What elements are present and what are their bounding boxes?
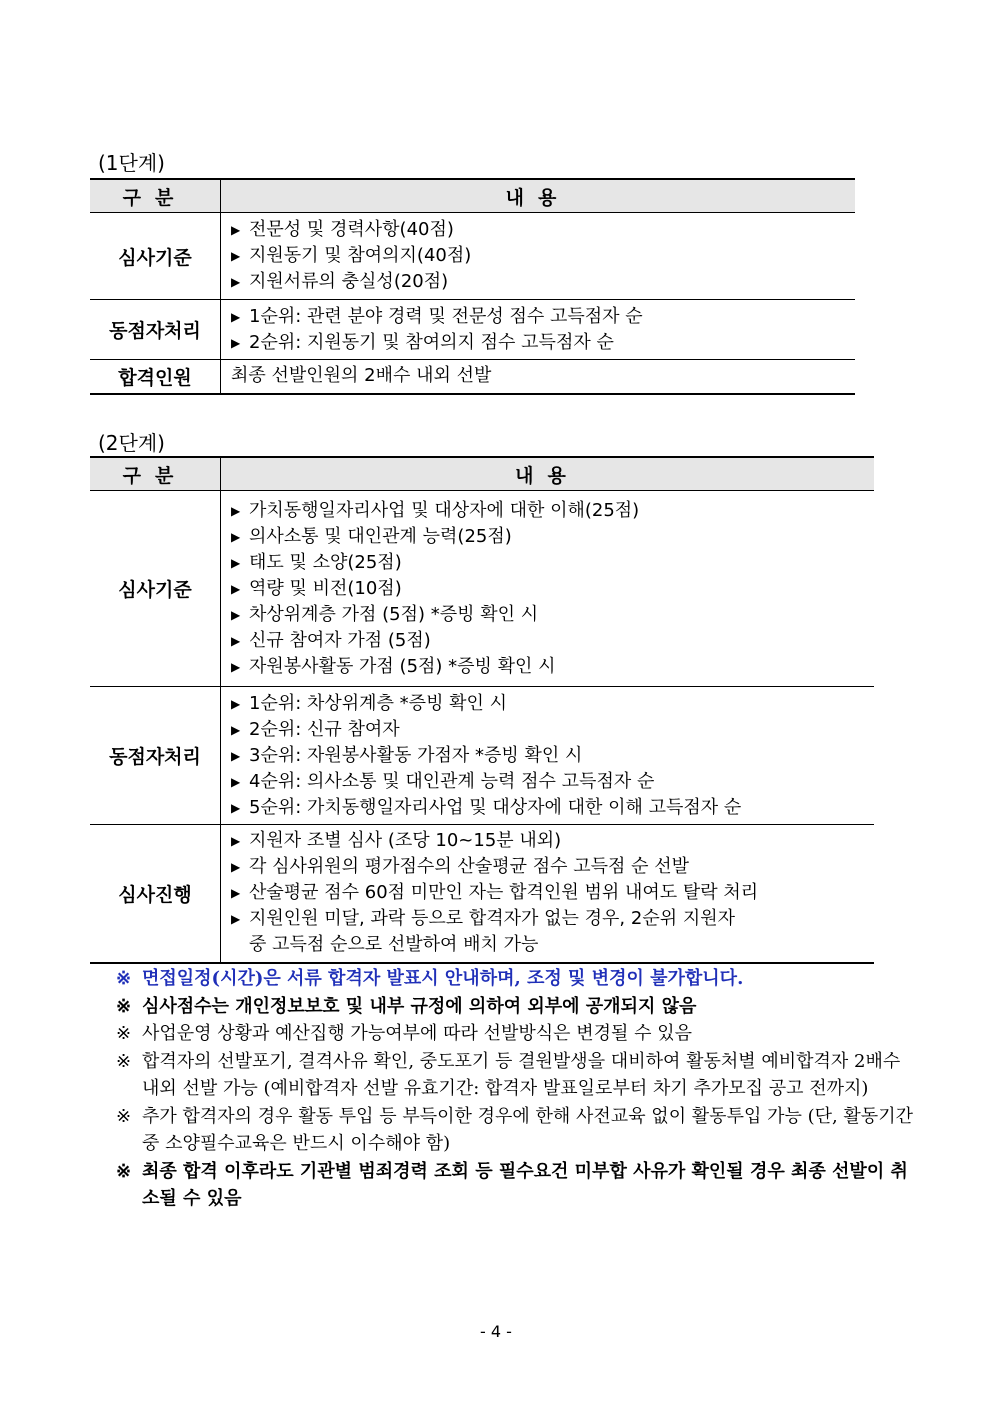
page-number: - 4 - — [480, 1322, 512, 1341]
list-item: 지원동기 및 참여의지(40점) — [249, 245, 472, 266]
list-item: 각 심사위원의 평가점수의 산술평균 점수 고득점 순 선발 — [249, 856, 689, 878]
table-row — [90, 300, 855, 360]
triangle-bullet-icon: ▶ — [231, 529, 241, 544]
stage1-table — [90, 178, 855, 395]
triangle-bullet-icon: ▶ — [231, 335, 241, 350]
table-header-row — [90, 179, 855, 213]
list-item: 2순위: 신규 참여자 — [249, 718, 400, 740]
list-item: 3순위: 자원봉사활동 가점자 *증빙 확인 시 — [249, 744, 583, 766]
triangle-bullet-icon: ▶ — [231, 659, 241, 674]
row-label: 합격인원 — [90, 360, 221, 394]
note-item — [116, 1158, 916, 1213]
row-content — [221, 825, 875, 963]
header-category: 구분 — [90, 179, 221, 213]
table-row — [90, 360, 855, 394]
triangle-bullet-icon: ▶ — [231, 607, 241, 622]
list-item: 지원자 조별 심사 (조당 10~15분 내외) — [249, 830, 562, 852]
row-label: 동점자처리 — [90, 300, 221, 360]
row-label: 심사진행 — [90, 825, 221, 963]
triangle-bullet-icon: ▶ — [231, 912, 241, 927]
triangle-bullet-icon: ▶ — [231, 722, 241, 737]
triangle-bullet-icon: ▶ — [231, 774, 241, 789]
reference-mark-icon: ※ — [116, 968, 132, 989]
header-content: 내용 — [221, 179, 856, 213]
note-item — [116, 965, 916, 993]
list-item: 전문성 및 경력사항(40점) — [249, 219, 454, 240]
table-row — [90, 687, 874, 825]
stage2-table — [90, 456, 874, 964]
note-text: 최종 합격 이후라도 기관별 범죄경력 조회 등 필수요건 미부합 사유가 확인될 경우 최종 선발이 취소될 수 있음 — [142, 1160, 908, 1209]
list-item: 역량 및 비전(10점) — [249, 577, 402, 599]
note-item — [116, 1103, 916, 1158]
list-item: 지원인원 미달, 과락 등으로 합격자가 없는 경우, 2순위 지원자 — [249, 908, 735, 930]
stage1-title: (1단계) — [98, 151, 165, 175]
note-item — [116, 993, 916, 1021]
triangle-bullet-icon: ▶ — [231, 834, 241, 849]
list-item: 신규 참여자 가점 (5점) — [249, 629, 431, 651]
table-row — [90, 213, 855, 300]
list-item-continuation: 중 고득점 순으로 선발하여 배치 가능 — [249, 934, 539, 956]
triangle-bullet-icon: ▶ — [231, 581, 241, 596]
notes-section — [116, 965, 916, 1213]
list-item: 가치동행일자리사업 및 대상자에 대한 이해(25점) — [249, 499, 640, 521]
triangle-bullet-icon: ▶ — [231, 696, 241, 711]
table-row — [90, 491, 874, 687]
reference-mark-icon: ※ — [116, 1023, 132, 1044]
row-label: 심사기준 — [90, 213, 221, 300]
row-label: 동점자처리 — [90, 687, 221, 825]
triangle-bullet-icon: ▶ — [231, 223, 241, 237]
row-content — [221, 213, 856, 300]
note-item — [116, 1048, 916, 1103]
triangle-bullet-icon: ▶ — [231, 555, 241, 570]
list-item: 의사소통 및 대인관계 능력(25점) — [249, 525, 512, 547]
note-item — [116, 1020, 916, 1048]
list-item: 태도 및 소양(25점) — [249, 551, 402, 573]
note-text: 면접일정(시간)은 서류 합격자 발표시 안내하며, 조정 및 변경이 불가합니다. — [142, 968, 744, 989]
row-content — [221, 360, 856, 394]
list-item: 2순위: 지원동기 및 참여의지 점수 고득점자 순 — [249, 331, 614, 353]
row-label: 심사기준 — [90, 491, 221, 687]
triangle-bullet-icon: ▶ — [231, 275, 241, 289]
reference-mark-icon: ※ — [116, 1105, 132, 1127]
list-item: 1순위: 관련 분야 경력 및 전문성 점수 고득점자 순 — [249, 305, 643, 327]
triangle-bullet-icon: ▶ — [231, 503, 241, 518]
list-item: 차상위계층 가점 (5점) *증빙 확인 시 — [249, 603, 539, 625]
list-item: 5순위: 가치동행일자리사업 및 대상자에 대한 이해 고득점자 순 — [249, 796, 742, 818]
table-header-row — [90, 457, 874, 491]
note-text: 합격자의 선발포기, 결격사유 확인, 중도포기 등 결원발생을 대비하여 활동처별 예비합격자 2배수 내외 선발 가능 (예비합격자 선발 유효기간: 합격자 발표일로부터 차기 추가모집 공고 전까지) — [142, 1050, 901, 1099]
row-content — [221, 687, 875, 825]
row-content — [221, 491, 875, 687]
triangle-bullet-icon: ▶ — [231, 748, 241, 763]
note-text: 추가 합격자의 경우 활동 투입 등 부득이한 경우에 한해 사전교육 없이 활동투입 가능 (단, 활동기간 중 소양필수교육은 반드시 이수해야 함) — [142, 1105, 913, 1154]
table-row — [90, 825, 874, 963]
triangle-bullet-icon: ▶ — [231, 249, 241, 263]
triangle-bullet-icon: ▶ — [231, 309, 241, 324]
triangle-bullet-icon: ▶ — [231, 860, 241, 875]
header-content: 내용 — [221, 457, 875, 491]
list-item: 최종 선발인원의 2배수 내외 선발 — [231, 365, 492, 387]
row-content — [221, 300, 856, 360]
list-item: 자원봉사활동 가점 (5점) *증빙 확인 시 — [249, 655, 556, 677]
note-text: 심사점수는 개인정보보호 및 내부 규정에 의하여 외부에 공개되지 않음 — [142, 995, 697, 1017]
header-category: 구분 — [90, 457, 221, 491]
triangle-bullet-icon: ▶ — [231, 800, 241, 815]
triangle-bullet-icon: ▶ — [231, 886, 241, 901]
reference-mark-icon: ※ — [116, 995, 132, 1017]
note-text: 사업운영 상황과 예산집행 가능여부에 따라 선발방식은 변경될 수 있음 — [142, 1023, 693, 1044]
list-item: 1순위: 차상위계층 *증빙 확인 시 — [249, 692, 508, 714]
reference-mark-icon: ※ — [116, 1050, 132, 1072]
list-item: 지원서류의 충실성(20점) — [249, 271, 449, 292]
triangle-bullet-icon: ▶ — [231, 633, 241, 648]
reference-mark-icon: ※ — [116, 1160, 132, 1182]
stage2-title: (2단계) — [98, 431, 165, 455]
list-item: 산술평균 점수 60점 미만인 자는 합격인원 범위 내여도 탈락 처리 — [249, 882, 759, 904]
list-item: 4순위: 의사소통 및 대인관계 능력 점수 고득점자 순 — [249, 770, 655, 792]
